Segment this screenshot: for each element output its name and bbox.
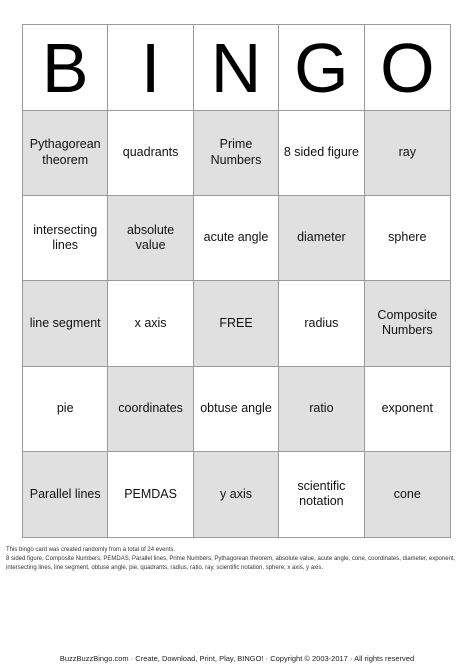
bingo-square: radius xyxy=(279,281,364,366)
note-intro: This bingo card was created randomly from a total of 24 events. xyxy=(6,547,176,553)
header-letter-g: G xyxy=(279,25,364,111)
bingo-square: cone xyxy=(365,452,450,537)
header-letter-b: B xyxy=(23,25,108,111)
bingo-square: exponent xyxy=(365,367,450,452)
bingo-square: intersecting lines xyxy=(23,196,108,281)
bingo-square: ray xyxy=(365,111,450,196)
bingo-square: acute angle xyxy=(194,196,279,281)
card-note xyxy=(6,546,468,573)
bingo-square: ratio xyxy=(279,367,364,452)
bingo-square: quadrants xyxy=(108,111,193,196)
bingo-square: Pythagorean theorem xyxy=(23,111,108,196)
bingo-square: sphere xyxy=(365,196,450,281)
header-letter-i: I xyxy=(108,25,193,111)
footer-text: BuzzBuzzBingo.com · Create, Download, Print, Play, BINGO! · Copyright © 2003-2017 · All rights reserved xyxy=(59,654,415,663)
bingo-square: pie xyxy=(23,367,108,452)
bingo-square: PEMDAS xyxy=(108,452,193,537)
header-letter-n: N xyxy=(194,25,279,111)
bingo-square: obtuse angle xyxy=(194,367,279,452)
note-event-list: 8 sided figure, Composite Numbers, PEMDAS, Parallel lines, Prime Numbers, Pythagorean theorem, absolute value, acute angle, cone, coordinates, diameter, exponent, intersecting lines, line segment, obtuse angle, pie, quadrants, radius, ratio, ray, scientific notation, sphere, x axis, y axis. xyxy=(6,556,456,571)
bingo-square: line segment xyxy=(23,281,108,366)
bingo-square: 8 sided figure xyxy=(279,111,364,196)
bingo-square: scientific notation xyxy=(279,452,364,537)
bingo-square: Composite Numbers xyxy=(365,281,450,366)
bingo-square: x axis xyxy=(108,281,193,366)
bingo-square: Parallel lines xyxy=(23,452,108,537)
bingo-card xyxy=(22,24,451,538)
bingo-square: diameter xyxy=(279,196,364,281)
header-letter-o: O xyxy=(365,25,450,111)
bingo-square: y axis xyxy=(194,452,279,537)
bingo-square: absolute value xyxy=(108,196,193,281)
bingo-square: coordinates xyxy=(108,367,193,452)
bingo-square: Prime Numbers xyxy=(194,111,279,196)
bingo-square: FREE xyxy=(194,281,279,366)
